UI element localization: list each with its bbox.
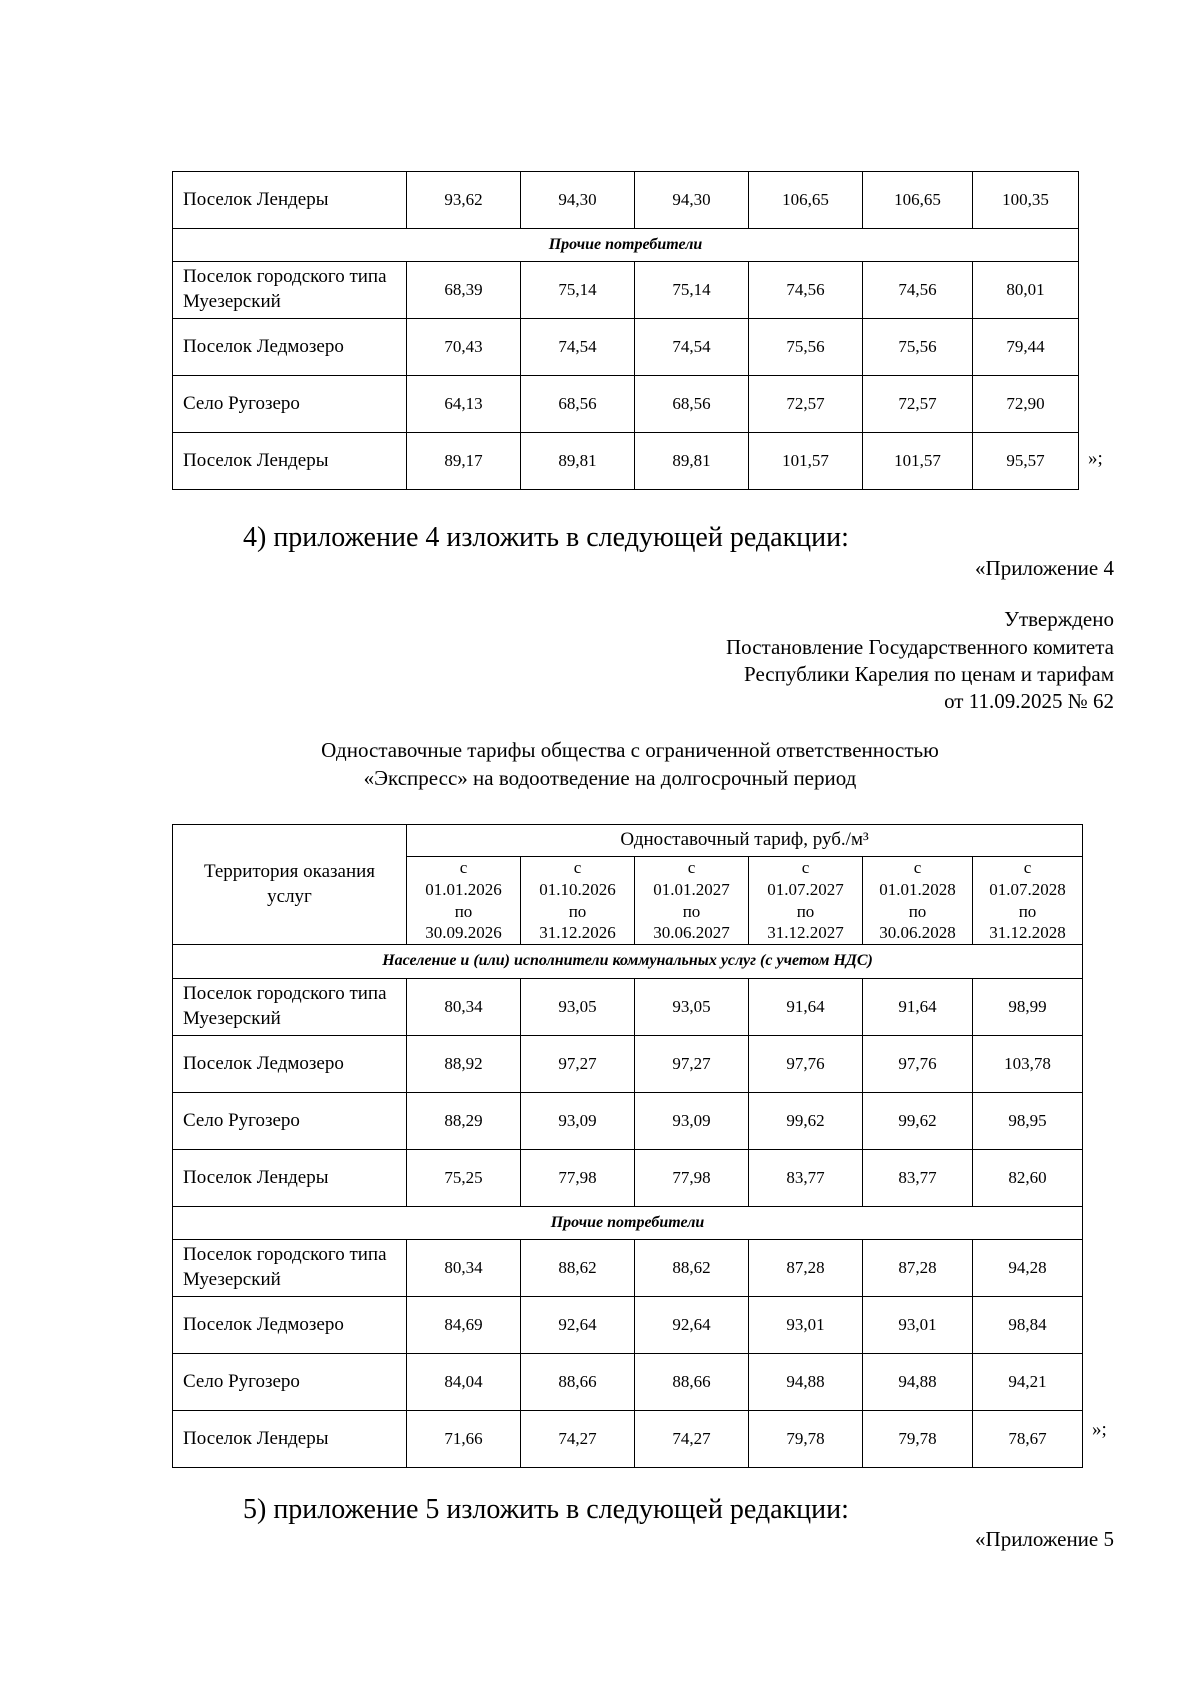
value-cell: 99,62 bbox=[863, 1093, 973, 1150]
table2-title-line2: «Экспресс» на водоотведение на долгосрочный период bbox=[363, 766, 857, 790]
table2 bbox=[172, 824, 1083, 1468]
item4-text: 4) приложение 4 изложить в следующей редакции: bbox=[243, 522, 849, 553]
value-cell: 101,57 bbox=[863, 433, 973, 490]
table-row bbox=[173, 172, 1079, 229]
value-cell: 97,76 bbox=[863, 1036, 973, 1093]
value-cell: 93,01 bbox=[749, 1297, 863, 1354]
value-cell: 87,28 bbox=[749, 1240, 863, 1297]
value-cell: 97,27 bbox=[635, 1036, 749, 1093]
territory-header: Территория оказания услуг bbox=[173, 825, 407, 945]
value-cell: 92,64 bbox=[521, 1297, 635, 1354]
value-cell: 100,35 bbox=[973, 172, 1079, 229]
value-cell: 82,60 bbox=[973, 1150, 1083, 1207]
value-cell: 103,78 bbox=[973, 1036, 1083, 1093]
value-cell: 72,57 bbox=[749, 376, 863, 433]
value-cell: 68,56 bbox=[521, 376, 635, 433]
value-cell: 74,54 bbox=[521, 319, 635, 376]
header-row bbox=[173, 825, 1083, 857]
table-row bbox=[173, 1036, 1083, 1093]
table-row bbox=[173, 262, 1079, 319]
territory-cell: Поселок городского типа Муезерский bbox=[173, 262, 407, 319]
value-cell: 88,62 bbox=[521, 1240, 635, 1297]
value-cell: 94,28 bbox=[973, 1240, 1083, 1297]
table-row bbox=[173, 1354, 1083, 1411]
decree-line3: от 11.09.2025 № 62 bbox=[944, 689, 1114, 713]
value-cell: 98,95 bbox=[973, 1093, 1083, 1150]
value-cell: 88,92 bbox=[407, 1036, 521, 1093]
value-cell: 79,44 bbox=[973, 319, 1079, 376]
value-cell: 93,62 bbox=[407, 172, 521, 229]
approved-label: Утверждено bbox=[1004, 607, 1114, 631]
table1-closing-quote: »; bbox=[1088, 448, 1103, 469]
value-cell: 88,29 bbox=[407, 1093, 521, 1150]
territory-cell: Поселок Лендеры bbox=[173, 433, 407, 490]
period-header: с 01.01.2026 по 30.09.2026 bbox=[407, 857, 521, 945]
value-cell: 89,81 bbox=[635, 433, 749, 490]
value-cell: 74,27 bbox=[521, 1411, 635, 1468]
section-label: Прочие потребители bbox=[173, 1207, 1083, 1240]
appendix5-label: «Приложение 5 bbox=[975, 1527, 1114, 1551]
period-header: с 01.07.2028 по 31.12.2028 bbox=[973, 857, 1083, 945]
value-cell: 74,56 bbox=[749, 262, 863, 319]
value-cell: 74,56 bbox=[863, 262, 973, 319]
value-cell: 89,81 bbox=[521, 433, 635, 490]
value-cell: 77,98 bbox=[521, 1150, 635, 1207]
decree-line1: Постановление Государственного комитета bbox=[726, 635, 1114, 659]
value-cell: 83,77 bbox=[749, 1150, 863, 1207]
section-row bbox=[173, 1207, 1083, 1240]
table-row bbox=[173, 319, 1079, 376]
value-cell: 97,76 bbox=[749, 1036, 863, 1093]
value-cell: 87,28 bbox=[863, 1240, 973, 1297]
territory-cell: Поселок городского типа Муезерский bbox=[173, 979, 407, 1036]
period-header: с 01.01.2028 по 30.06.2028 bbox=[863, 857, 973, 945]
section-label: Прочие потребители bbox=[173, 229, 1079, 262]
table-row bbox=[173, 1150, 1083, 1207]
value-cell: 84,04 bbox=[407, 1354, 521, 1411]
value-cell: 64,13 bbox=[407, 376, 521, 433]
value-cell: 79,78 bbox=[863, 1411, 973, 1468]
value-cell: 94,30 bbox=[521, 172, 635, 229]
value-cell: 88,66 bbox=[635, 1354, 749, 1411]
period-header: с 01.01.2027 по 30.06.2027 bbox=[635, 857, 749, 945]
value-cell: 101,57 bbox=[749, 433, 863, 490]
decree-line2: Республики Карелия по ценам и тарифам bbox=[744, 662, 1114, 686]
value-cell: 98,84 bbox=[973, 1297, 1083, 1354]
value-cell: 95,57 bbox=[973, 433, 1079, 490]
value-cell: 93,05 bbox=[521, 979, 635, 1036]
section-row bbox=[173, 945, 1083, 979]
value-cell: 83,77 bbox=[863, 1150, 973, 1207]
value-cell: 106,65 bbox=[863, 172, 973, 229]
value-cell: 93,01 bbox=[863, 1297, 973, 1354]
territory-cell: Село Ругозеро bbox=[173, 1093, 407, 1150]
territory-cell: Поселок Ледмозеро bbox=[173, 1297, 407, 1354]
value-cell: 93,09 bbox=[521, 1093, 635, 1150]
territory-cell: Поселок Лендеры bbox=[173, 1150, 407, 1207]
value-cell: 75,14 bbox=[635, 262, 749, 319]
value-cell: 94,30 bbox=[635, 172, 749, 229]
value-cell: 94,88 bbox=[749, 1354, 863, 1411]
tariff-header: Одноставочный тариф, руб./м³ bbox=[407, 825, 1083, 857]
value-cell: 97,27 bbox=[521, 1036, 635, 1093]
value-cell: 71,66 bbox=[407, 1411, 521, 1468]
value-cell: 84,69 bbox=[407, 1297, 521, 1354]
territory-cell: Село Ругозеро bbox=[173, 376, 407, 433]
value-cell: 72,57 bbox=[863, 376, 973, 433]
value-cell: 72,90 bbox=[973, 376, 1079, 433]
value-cell: 68,56 bbox=[635, 376, 749, 433]
value-cell: 91,64 bbox=[863, 979, 973, 1036]
value-cell: 80,34 bbox=[407, 979, 521, 1036]
value-cell: 88,66 bbox=[521, 1354, 635, 1411]
value-cell: 77,98 bbox=[635, 1150, 749, 1207]
value-cell: 93,05 bbox=[635, 979, 749, 1036]
value-cell: 80,34 bbox=[407, 1240, 521, 1297]
value-cell: 94,21 bbox=[973, 1354, 1083, 1411]
value-cell: 91,64 bbox=[749, 979, 863, 1036]
table-row bbox=[173, 1411, 1083, 1468]
value-cell: 93,09 bbox=[635, 1093, 749, 1150]
table-row bbox=[173, 979, 1083, 1036]
value-cell: 75,14 bbox=[521, 262, 635, 319]
table2-closing-quote: »; bbox=[1092, 1419, 1107, 1440]
value-cell: 92,64 bbox=[635, 1297, 749, 1354]
section-row bbox=[173, 229, 1079, 262]
item5-text: 5) приложение 5 изложить в следующей редакции: bbox=[243, 1494, 849, 1525]
value-cell: 106,65 bbox=[749, 172, 863, 229]
value-cell: 74,27 bbox=[635, 1411, 749, 1468]
value-cell: 89,17 bbox=[407, 433, 521, 490]
value-cell: 80,01 bbox=[973, 262, 1079, 319]
table1 bbox=[172, 171, 1079, 490]
table2-title-line1: Одноставочные тарифы общества с ограниченной ответственностью bbox=[321, 738, 939, 762]
value-cell: 98,99 bbox=[973, 979, 1083, 1036]
territory-cell: Поселок городского типа Муезерский bbox=[173, 1240, 407, 1297]
territory-cell: Поселок Ледмозеро bbox=[173, 1036, 407, 1093]
value-cell: 74,54 bbox=[635, 319, 749, 376]
table-row bbox=[173, 433, 1079, 490]
period-header: с 01.07.2027 по 31.12.2027 bbox=[749, 857, 863, 945]
value-cell: 99,62 bbox=[749, 1093, 863, 1150]
value-cell: 75,56 bbox=[749, 319, 863, 376]
section-label: Население и (или) исполнители коммунальных услуг (с учетом НДС) bbox=[173, 945, 1083, 979]
value-cell: 75,25 bbox=[407, 1150, 521, 1207]
territory-cell: Село Ругозеро bbox=[173, 1354, 407, 1411]
value-cell: 70,43 bbox=[407, 319, 521, 376]
table-row bbox=[173, 1297, 1083, 1354]
value-cell: 94,88 bbox=[863, 1354, 973, 1411]
period-header: с 01.10.2026 по 31.12.2026 bbox=[521, 857, 635, 945]
value-cell: 88,62 bbox=[635, 1240, 749, 1297]
table-row bbox=[173, 1240, 1083, 1297]
value-cell: 79,78 bbox=[749, 1411, 863, 1468]
value-cell: 75,56 bbox=[863, 319, 973, 376]
value-cell: 68,39 bbox=[407, 262, 521, 319]
appendix4-label: «Приложение 4 bbox=[975, 556, 1114, 580]
territory-cell: Поселок Ледмозеро bbox=[173, 319, 407, 376]
territory-cell: Поселок Лендеры bbox=[173, 1411, 407, 1468]
table-row bbox=[173, 376, 1079, 433]
value-cell: 78,67 bbox=[973, 1411, 1083, 1468]
territory-cell: Поселок Лендеры bbox=[173, 172, 407, 229]
table-row bbox=[173, 1093, 1083, 1150]
